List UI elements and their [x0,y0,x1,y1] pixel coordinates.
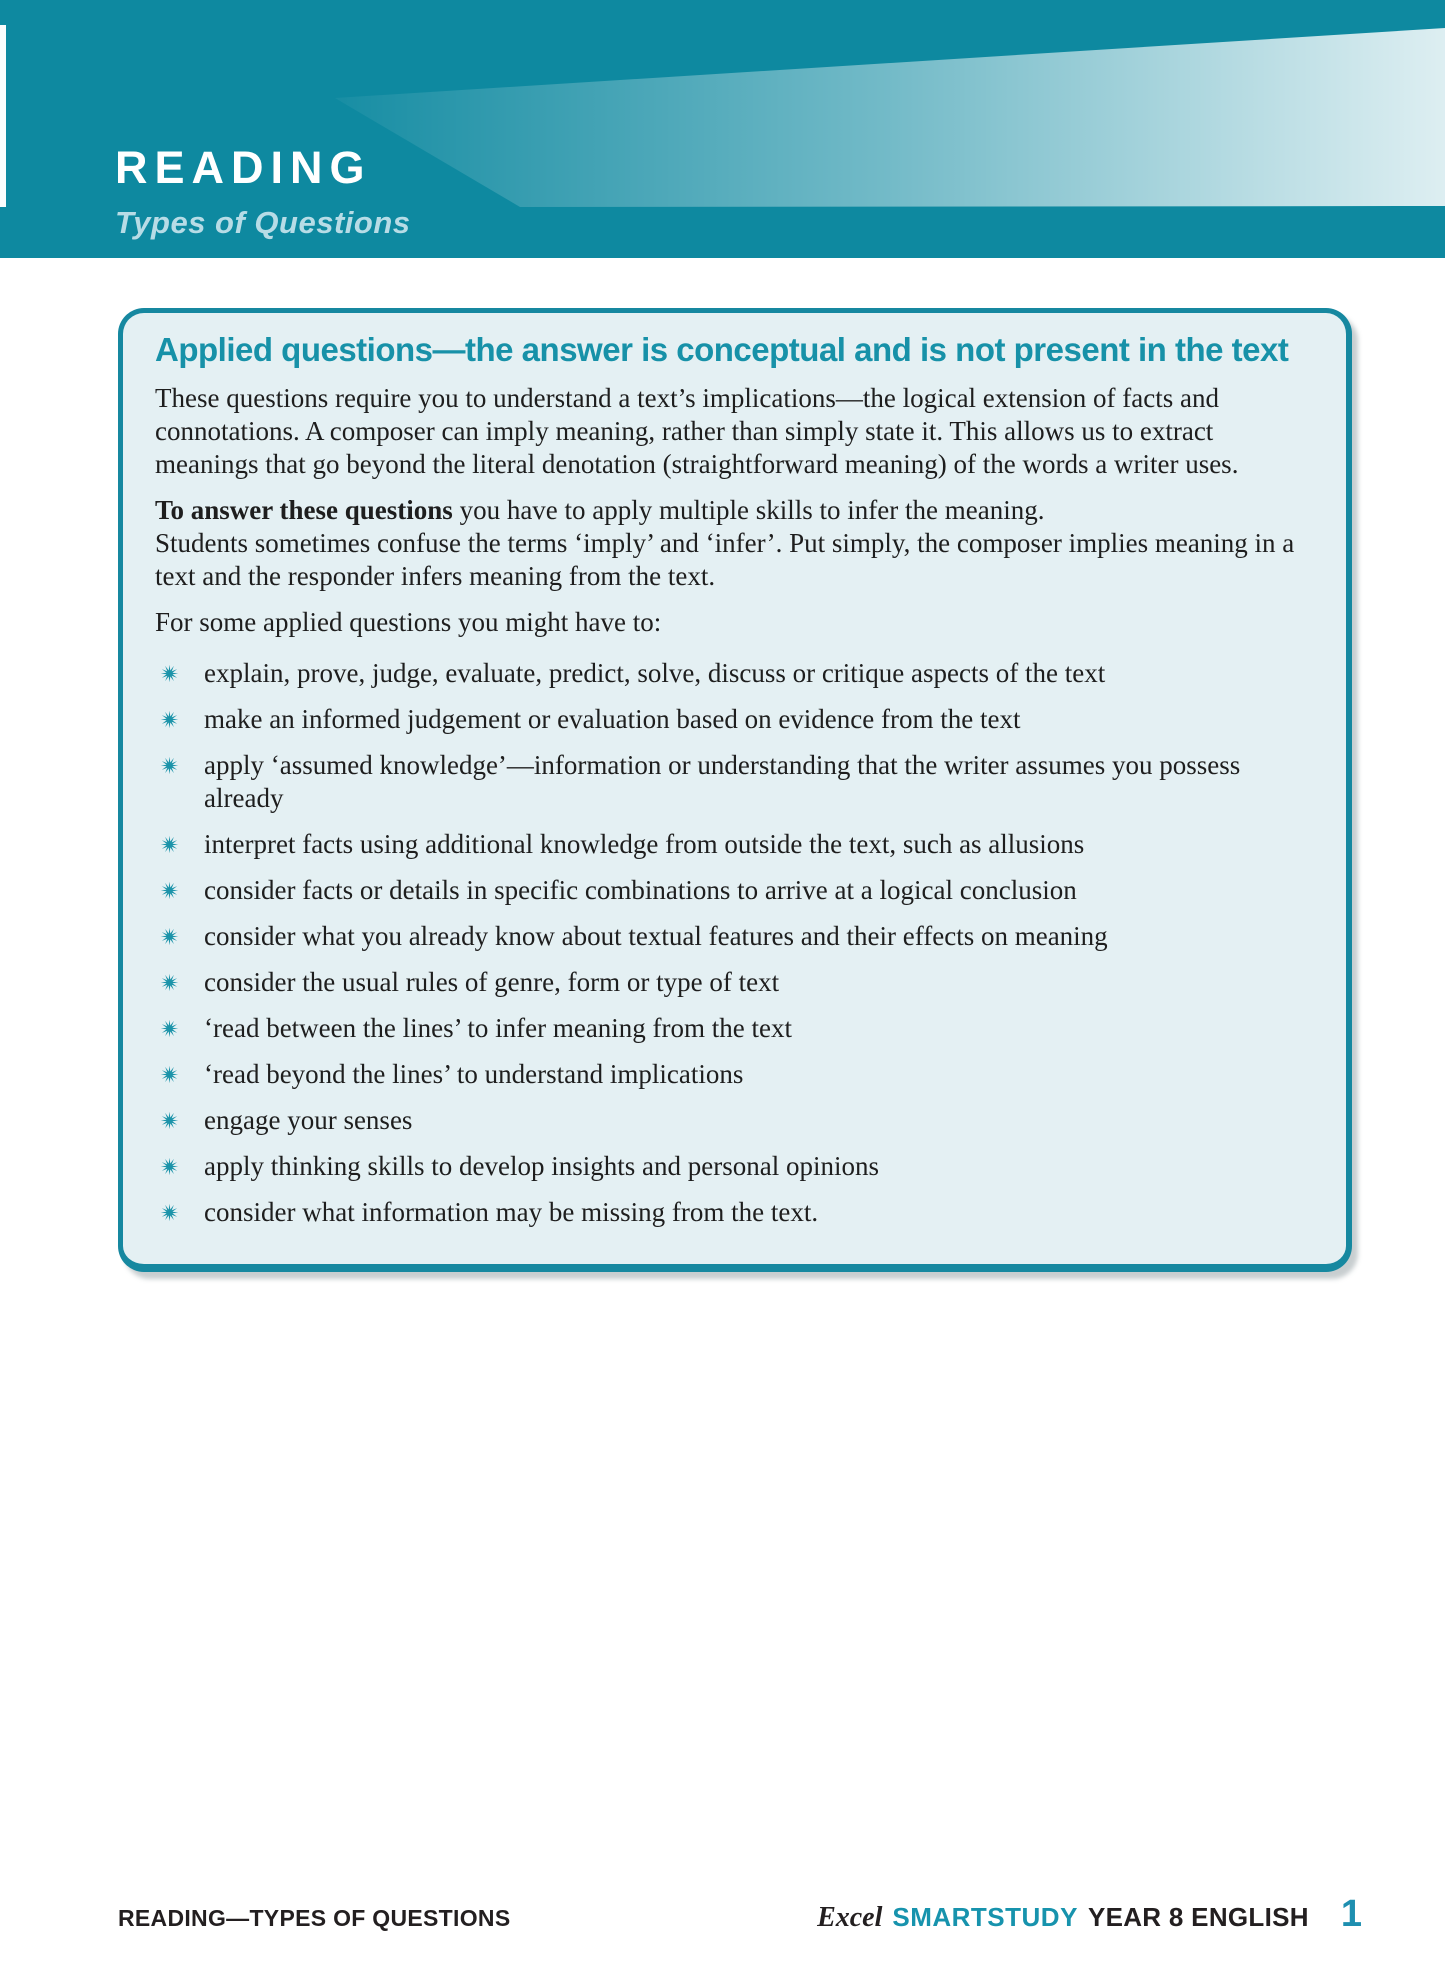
starburst-bullet-icon [159,1202,180,1223]
starburst-bullet-icon [159,880,180,901]
starburst-bullet-icon [159,926,180,947]
starburst-bullet-icon [159,1018,180,1039]
list-item-text: apply ‘assumed knowledge’—information or understanding that the writer assumes you possess already [204,750,1241,813]
list-item [155,1150,1316,1183]
list-item-text: make an informed judgement or evaluation based on evidence from the text [204,704,1021,734]
brand-excel: Excel [817,1902,883,1933]
list-item [155,828,1316,861]
applied-questions-box [118,308,1352,1272]
starburst-bullet-icon [159,972,180,993]
brand-smartstudy: SMARTSTUDY [892,1902,1078,1932]
list-item [155,1058,1316,1091]
paragraph-list-intro [155,606,1316,639]
list-item-text: explain, prove, judge, evaluate, predict, solve, discuss or critique aspects of the text [204,658,1106,688]
paragraph-intro-text: These questions require you to understand a text’s implications—the logical extension of facts and connotations. A composer can imply meaning, rather than simply state it. This allows us to extract meanings that go beyond the literal denotation (straightforward meaning) of the words a writer uses. [155,383,1239,479]
list-item-text: ‘read beyond the lines’ to understand implications [204,1059,744,1089]
list-item-text: consider what you already know about textual features and their effects on meaning [204,921,1108,951]
paragraph-imply-infer [155,527,1316,593]
applied-skills-list [155,657,1316,1229]
list-item-text: apply thinking skills to develop insights and personal opinions [204,1151,879,1181]
list-item [155,1104,1316,1137]
brand-series: YEAR 8 ENGLISH [1087,1902,1309,1932]
list-item-text: consider facts or details in specific combinations to arrive at a logical conclusion [204,875,1077,905]
footer-section-title: READING—TYPES OF QUESTIONS [118,1905,511,1931]
list-item [155,966,1316,999]
page-footer [118,1893,1362,1936]
list-item [155,920,1316,953]
paragraph-answer [155,494,1316,527]
chapter-title: READING [115,142,372,193]
starburst-bullet-icon [159,1064,180,1085]
list-item [155,657,1316,690]
paragraph-answer-rest: you have to apply multiple skills to infer the meaning. [452,495,1045,525]
starburst-bullet-icon [159,755,180,776]
list-item [155,703,1316,736]
starburst-bullet-icon [159,834,180,855]
paragraph-list-intro-text: For some applied questions you might have to: [155,607,662,637]
paragraph-imply-infer-text: Students sometimes confuse the terms ‘imply’ and ‘infer’. Put simply, the composer implies meaning in a text and the responder infers meaning from the text. [155,528,1295,591]
list-item-text: engage your senses [204,1105,413,1135]
list-item [155,1012,1316,1045]
starburst-bullet-icon [159,1110,180,1131]
paragraph-intro [155,382,1316,481]
chapter-subtitle: Types of Questions [115,205,411,240]
starburst-bullet-icon [159,1156,180,1177]
list-item-text: interpret facts using additional knowledge from outside the text, such as allusions [204,829,1085,859]
starburst-bullet-icon [159,663,180,684]
page-number: 1 [1340,1893,1362,1935]
paragraph-answer-bold-lead: To answer these questions [155,495,453,525]
list-item-text: ‘read between the lines’ to infer meaning from the text [204,1013,793,1043]
list-item [155,1196,1316,1229]
list-item-text: consider what information may be missing from the text. [204,1197,819,1227]
list-item [155,749,1316,815]
box-title: Applied questions—the answer is conceptual and is not present in the text [155,331,1289,368]
header-left-notch [0,25,6,207]
starburst-bullet-icon [159,709,180,730]
list-item [155,874,1316,907]
list-item-text: consider the usual rules of genre, form or type of text [204,967,780,997]
footer-brand [817,1893,1362,1936]
chapter-header-band [0,0,1445,258]
